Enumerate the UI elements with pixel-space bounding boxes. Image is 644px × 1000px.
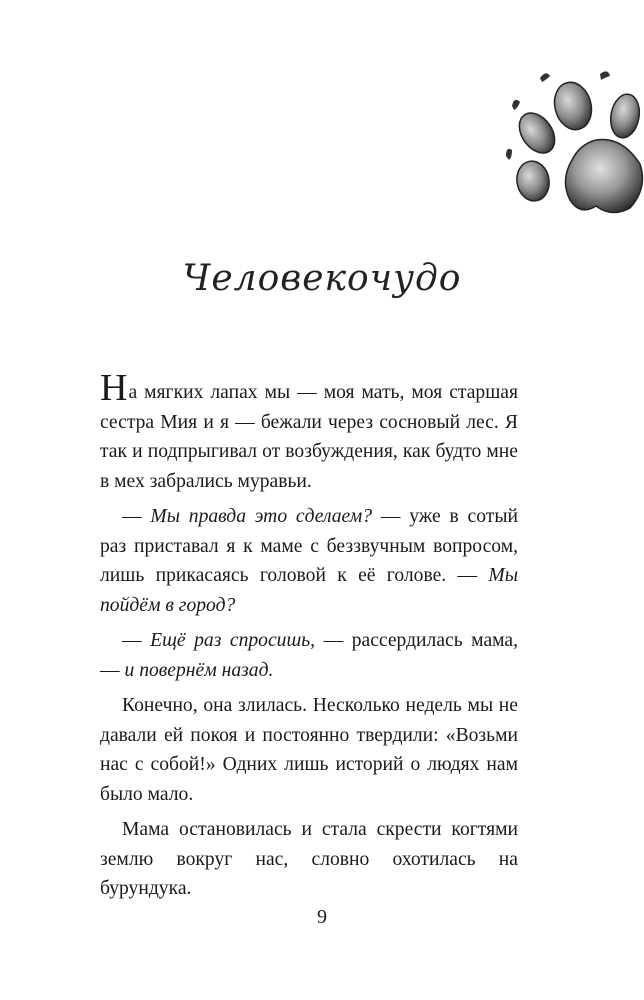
dialogue-dash: —: [122, 630, 151, 651]
dialogue-speech: Мы правда это сделаем?: [150, 506, 373, 527]
paw-print-icon: [500, 68, 644, 228]
paragraph-text: Мама остановилась и стала скрести когтями землю вокруг нас, словно охотилась на бурундука.: [100, 819, 518, 899]
drop-cap: Н: [100, 367, 128, 409]
paragraph: [100, 626, 518, 685]
narration-text: — уже в сотый раз приставал я к маме с беззвучным вопросом, лишь прикасаясь головой к её голове. —: [100, 506, 518, 586]
dialogue-speech: Ещё раз спросишь: [150, 630, 311, 651]
paragraph-text: а мягких лапах мы — моя мать, моя старшая сестра Мия и я — бежали через сосновый лес. Я так и подпрыгивал от возбуждения, как будто мне в мех забрались муравьи.: [100, 382, 518, 492]
dialogue-speech: и повернём назад.: [124, 659, 274, 681]
paragraph: [100, 502, 518, 620]
page-number: 9: [317, 906, 327, 928]
narration-text: , — рассердилась мама, —: [100, 630, 518, 681]
chapter-title: Человекочудо: [182, 258, 462, 299]
dialogue-speech: Мы пойдём в город?: [100, 565, 518, 616]
paragraph: [100, 815, 518, 904]
dialogue-dash: —: [122, 506, 151, 527]
paragraph: [100, 367, 518, 496]
paragraph: [100, 691, 518, 809]
body-text: [100, 367, 518, 910]
paragraph-text: Конечно, она злилась. Несколько недель мы не давали ей покоя и постоянно твердили: «Возьми нас с собой!» Одних лишь историй о людях нам было мало.: [100, 695, 518, 805]
